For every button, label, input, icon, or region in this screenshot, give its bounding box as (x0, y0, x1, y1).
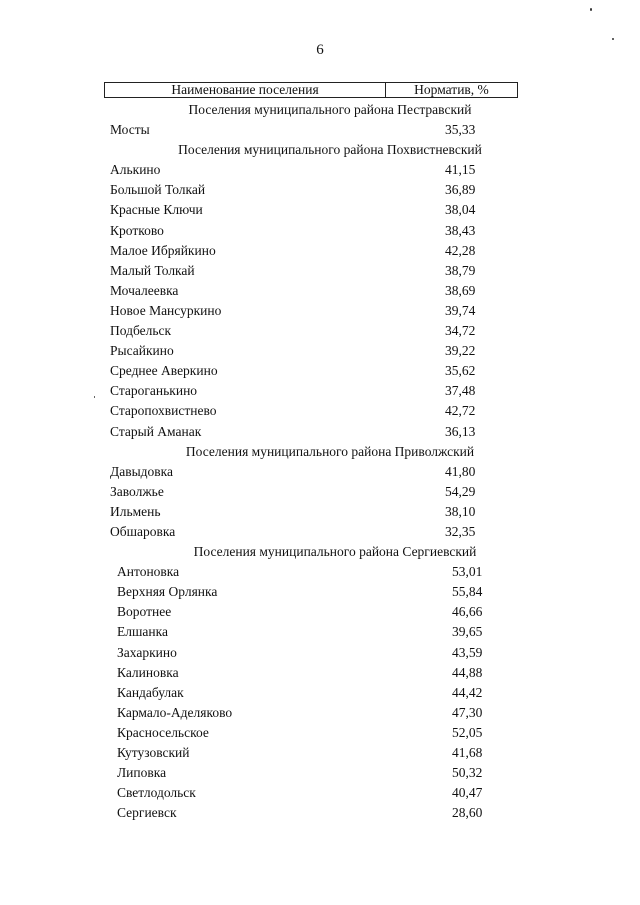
norm-value: 38,04 (445, 202, 476, 218)
table-row (0, 221, 640, 241)
norm-value: 42,28 (445, 242, 476, 258)
norm-value: 32,35 (445, 523, 476, 539)
scan-speck (612, 38, 614, 40)
norm-value: 41,68 (452, 745, 483, 760)
settlement-name: Светлодольск (117, 785, 196, 801)
norm-value: 44,88 (452, 664, 483, 680)
norm-value: 40,47 (452, 785, 483, 801)
settlement-name: Алькино (110, 162, 161, 178)
norm-value: 28,60 (452, 805, 483, 821)
section-block (0, 100, 640, 140)
norm-value: 41,80 (445, 463, 476, 479)
table-row (0, 582, 640, 602)
table-row (0, 723, 640, 743)
norm-value: 37,48 (445, 383, 476, 399)
settlement-name: Малое Ибряйкино (110, 242, 216, 258)
table-row (0, 622, 640, 642)
table-row (0, 401, 640, 421)
norm-value: 42,72 (445, 403, 476, 419)
norm-value: 36,89 (445, 182, 476, 198)
norm-value: 44,42 (452, 684, 483, 700)
settlement-name: Кармало-Аделяково (117, 704, 233, 720)
norm-value: 35,62 (445, 363, 476, 379)
table-row (0, 341, 640, 361)
section-block (0, 140, 640, 441)
table-row (0, 261, 640, 281)
section-heading: Поселения муниципального района Приволжский (185, 443, 475, 459)
norm-value: 38,69 (445, 282, 476, 298)
page-number: 6 (316, 42, 324, 58)
norm-value: 39,74 (445, 302, 476, 318)
table-row (0, 522, 640, 542)
settlement-name: Елшанка (117, 624, 168, 640)
norm-value: 35,33 (445, 122, 476, 138)
settlement-name: Подбельск (110, 323, 172, 339)
table-row (0, 301, 640, 321)
section-heading: Поселения муниципального района Сергиевский (193, 544, 477, 560)
table-row (0, 763, 640, 783)
table-row (0, 160, 640, 180)
settlement-name: Калиновка (117, 664, 179, 680)
norm-value: 41,15 (445, 162, 476, 178)
scan-speck (590, 8, 592, 11)
section-block (0, 542, 640, 823)
norm-value: 55,84 (452, 584, 483, 600)
settlement-name: Ильмень (110, 503, 161, 519)
table-row (0, 321, 640, 341)
norm-value: 54,29 (445, 483, 476, 499)
header-name-column: Наименование поселения (105, 83, 386, 97)
table-row (0, 602, 640, 622)
table-row (0, 120, 640, 140)
settlement-name: Рысайкино (110, 343, 174, 359)
table-row (0, 281, 640, 301)
norm-value: 50,32 (452, 765, 483, 781)
norm-value: 39,65 (452, 624, 483, 640)
table-row (0, 562, 640, 582)
table-row (0, 663, 640, 683)
settlement-name: Сергиевск (117, 805, 177, 821)
settlement-name: Красносельское (117, 724, 209, 740)
settlement-name: Заволжье (110, 483, 164, 499)
norm-value: 38,10 (445, 503, 476, 519)
table-row (0, 683, 640, 703)
settlement-name: Мочалеевка (110, 282, 179, 298)
section-block (0, 442, 640, 542)
settlement-name: Старопохвистнево (110, 403, 217, 419)
settlement-name: Липовка (117, 765, 167, 781)
settlement-name: Малый Толкай (110, 262, 195, 278)
settlement-name: Кротково (110, 222, 164, 238)
header-norm-column: Норматив, % (414, 82, 489, 97)
table-row (0, 381, 640, 401)
table-row (0, 361, 640, 381)
table-row (0, 422, 640, 442)
norm-value: 34,72 (445, 323, 476, 339)
settlement-name: Большой Толкай (110, 182, 206, 198)
settlement-name: Кандабулак (117, 684, 184, 700)
settlement-name: Воротнее (117, 604, 172, 620)
table-row (0, 200, 640, 220)
table-row (0, 482, 640, 502)
settlement-name: Красные Ключи (110, 202, 203, 218)
norm-value: 43,59 (452, 644, 483, 660)
settlement-name: Обшаровка (110, 523, 176, 539)
norm-value: 39,22 (445, 343, 476, 359)
table-row (0, 803, 640, 823)
table-row (0, 502, 640, 522)
settlement-name: Староганькино (110, 383, 198, 399)
norm-value: 47,30 (452, 704, 483, 720)
table-row (0, 783, 640, 803)
section-heading: Поселения муниципального района Пестравский (188, 102, 472, 117)
settlement-name: Кутузовский (117, 745, 190, 760)
scan-speck (94, 396, 95, 398)
settlements-table (0, 100, 640, 823)
norm-value: 36,13 (445, 423, 476, 439)
settlement-name: Захаркино (117, 644, 177, 660)
norm-value: 38,43 (445, 222, 476, 238)
settlement-name: Мосты (110, 122, 150, 138)
table-row (0, 643, 640, 663)
table-row (0, 241, 640, 261)
table-row (0, 743, 640, 763)
table-row (0, 703, 640, 723)
settlement-name: Антоновка (117, 564, 180, 580)
norm-value: 46,66 (452, 604, 483, 620)
norm-value: 52,05 (452, 724, 483, 740)
norm-value: 53,01 (452, 564, 483, 580)
table-row (0, 462, 640, 482)
settlement-name: Новое Мансуркино (110, 302, 222, 318)
table-row (0, 180, 640, 200)
settlement-name: Среднее Аверкино (110, 363, 218, 379)
norm-value: 38,79 (445, 262, 476, 278)
settlement-name: Старый Аманак (110, 423, 202, 439)
section-heading: Поселения муниципального района Похвистневский (178, 142, 482, 158)
settlement-name: Давыдовка (110, 463, 173, 479)
settlement-name: Верхняя Орлянка (117, 584, 218, 600)
table-header (104, 82, 518, 98)
